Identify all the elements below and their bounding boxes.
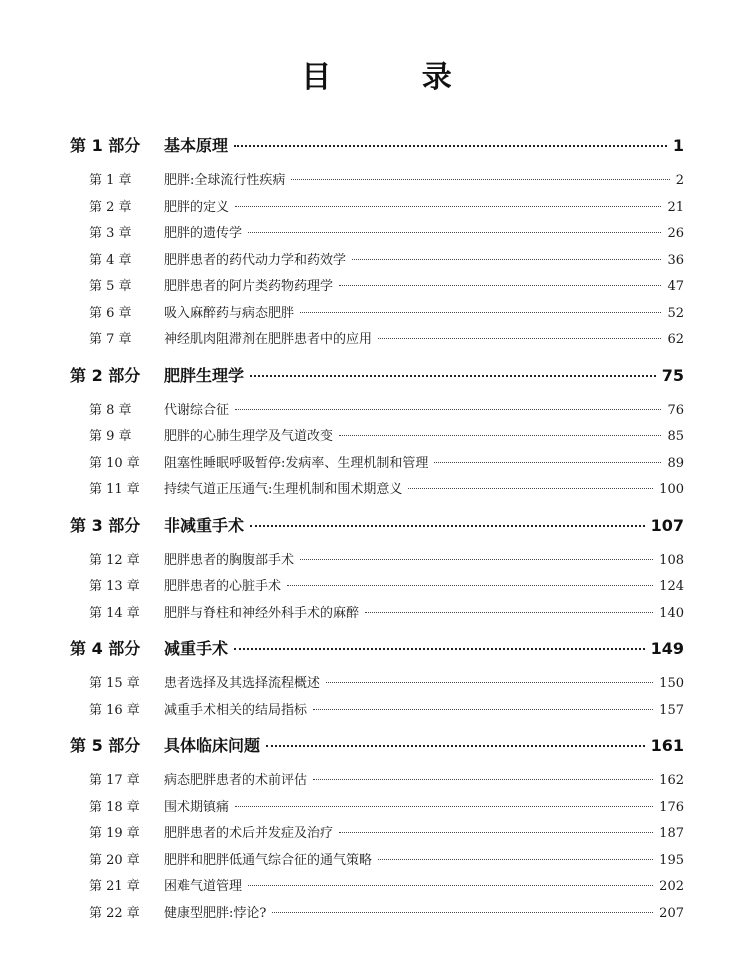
chapter-label: 第 6 章 — [89, 305, 132, 321]
chapter-page-number: 26 — [667, 226, 684, 241]
chapter-page-number: 47 — [667, 279, 684, 294]
chapter-title: 病态肥胖患者的术前评估 — [164, 773, 308, 788]
toc-chapter-entry[interactable] — [70, 575, 684, 602]
chapter-title: 围术期镇痛 — [164, 799, 230, 815]
dot-leader — [287, 585, 653, 586]
dot-leader — [248, 232, 661, 233]
dot-leader — [339, 435, 661, 436]
chapter-label: 第 14 章 — [89, 605, 140, 621]
chapter-title: 肥胖与脊柱和神经外科手术的麻醉 — [164, 605, 360, 621]
chapter-page-number: 62 — [667, 332, 684, 347]
dot-leader — [235, 206, 661, 207]
spacer — [70, 628, 684, 636]
toc-chapter-entry[interactable] — [70, 796, 684, 823]
dot-leader — [365, 612, 653, 613]
toc-chapter-entry[interactable] — [70, 849, 684, 876]
dot-leader — [408, 488, 653, 489]
chapter-page-number: 207 — [659, 905, 684, 921]
dot-leader — [434, 462, 661, 463]
chapter-page-number: 195 — [659, 852, 684, 868]
chapter-label: 第 20 章 — [89, 852, 140, 868]
toc-chapter-entry[interactable] — [70, 196, 684, 223]
dot-leader — [234, 648, 645, 650]
toc-chapter-entry[interactable] — [70, 452, 684, 479]
chapter-label: 第 10 章 — [89, 455, 140, 471]
chapter-page-number: 2 — [675, 173, 684, 188]
chapter-title: 肥胖患者的阿片类药物药理学 — [164, 279, 334, 294]
dot-leader — [300, 312, 661, 313]
chapter-title: 肥胖和肥胖低通气综合征的通气策略 — [164, 852, 373, 868]
part-label: 第 3 部分 — [70, 515, 141, 535]
chapter-label: 第 7 章 — [89, 332, 132, 347]
dot-leader — [378, 859, 653, 860]
toc-chapter-entry[interactable] — [70, 769, 684, 796]
chapter-page-number: 124 — [659, 579, 684, 594]
part-title: 肥胖生理学 — [164, 365, 245, 385]
dot-leader — [235, 409, 661, 410]
dot-leader — [250, 375, 656, 377]
part-title: 非减重手术 — [164, 515, 245, 535]
toc-part-entry[interactable] — [70, 513, 684, 543]
dot-leader — [272, 912, 653, 913]
chapter-page-number: 162 — [659, 773, 684, 788]
part-label: 第 1 部分 — [70, 136, 141, 155]
chapter-label: 第 19 章 — [89, 826, 140, 841]
chapter-label: 第 5 章 — [89, 279, 132, 294]
chapter-page-number: 140 — [659, 605, 684, 621]
chapter-title: 代谢综合征 — [164, 402, 230, 418]
chapter-page-number: 202 — [659, 879, 684, 894]
chapter-label: 第 16 章 — [89, 702, 140, 718]
dot-leader — [248, 885, 653, 886]
dot-leader — [339, 832, 653, 833]
dot-leader — [326, 682, 653, 683]
toc-chapter-entry[interactable] — [70, 302, 684, 329]
chapter-label: 第 2 章 — [89, 199, 132, 215]
chapter-page-number: 89 — [667, 455, 684, 471]
chapter-title: 减重手术相关的结局指标 — [164, 702, 308, 718]
chapter-label: 第 18 章 — [89, 799, 140, 815]
spacer — [70, 355, 684, 363]
part-page-number: 161 — [650, 736, 684, 755]
dot-leader — [250, 525, 645, 527]
chapter-title: 持续气道正压通气:生理机制和围术期意义 — [164, 482, 403, 497]
toc-chapter-entry[interactable] — [70, 328, 684, 355]
toc-chapter-entry[interactable] — [70, 902, 684, 929]
chapter-label: 第 3 章 — [89, 226, 132, 241]
part-title: 基本原理 — [164, 136, 229, 155]
part-title: 减重手术 — [164, 639, 229, 658]
dot-leader — [313, 779, 653, 780]
chapter-page-number: 157 — [659, 702, 684, 718]
toc-chapter-entry[interactable] — [70, 425, 684, 452]
part-title: 具体临床问题 — [164, 736, 261, 755]
toc-chapter-entry[interactable] — [70, 875, 684, 902]
chapter-page-number: 187 — [659, 826, 684, 841]
chapter-page-number: 36 — [667, 252, 684, 268]
toc-part-entry[interactable] — [70, 133, 684, 163]
chapter-label: 第 22 章 — [89, 905, 140, 921]
dot-leader — [234, 145, 667, 147]
dot-leader — [235, 806, 653, 807]
chapter-label: 第 11 章 — [89, 482, 140, 497]
chapter-title: 患者选择及其选择流程概述 — [164, 676, 321, 691]
chapter-title: 肥胖:全球流行性疾病 — [164, 173, 286, 188]
part-page-number: 107 — [650, 515, 684, 535]
chapter-page-number: 100 — [659, 482, 684, 497]
dot-leader — [339, 285, 661, 286]
chapter-page-number: 76 — [667, 402, 684, 418]
toc-chapter-entry[interactable] — [70, 699, 684, 726]
chapter-title: 阻塞性睡眠呼吸暂停:发病率、生理机制和管理 — [164, 455, 429, 471]
dot-leader — [352, 259, 661, 260]
part-label: 第 5 部分 — [70, 736, 141, 755]
part-page-number: 1 — [672, 136, 684, 155]
chapter-title: 肥胖患者的术后并发症及治疗 — [164, 826, 334, 841]
toc-chapter-entry[interactable] — [70, 822, 684, 849]
part-label: 第 2 部分 — [70, 365, 141, 385]
chapter-title: 困难气道管理 — [164, 879, 243, 894]
chapter-label: 第 9 章 — [89, 429, 132, 444]
table-of-contents — [70, 133, 684, 928]
chapter-page-number: 176 — [659, 799, 684, 815]
chapter-label: 第 17 章 — [89, 773, 140, 788]
chapter-title: 肥胖的定义 — [164, 199, 230, 215]
toc-chapter-entry[interactable] — [70, 222, 684, 249]
toc-chapter-entry[interactable] — [70, 672, 684, 699]
chapter-page-number: 52 — [667, 305, 684, 321]
spacer — [70, 505, 684, 513]
dot-leader — [291, 179, 669, 180]
toc-part-entry[interactable] — [70, 363, 684, 393]
part-page-number: 75 — [661, 365, 684, 385]
chapter-label: 第 15 章 — [89, 676, 140, 691]
toc-chapter-entry[interactable] — [70, 399, 684, 426]
chapter-title: 肥胖患者的心脏手术 — [164, 579, 282, 594]
dot-leader — [300, 559, 653, 560]
spacer — [70, 725, 684, 733]
chapter-page-number: 21 — [667, 199, 684, 215]
toc-chapter-entry[interactable] — [70, 169, 684, 196]
part-page-number: 149 — [650, 639, 684, 658]
chapter-page-number: 85 — [667, 429, 684, 444]
chapter-label: 第 4 章 — [89, 252, 132, 268]
chapter-title: 健康型肥胖:悖论? — [164, 905, 267, 921]
chapter-label: 第 8 章 — [89, 402, 132, 418]
chapter-title: 肥胖患者的药代动力学和药效学 — [164, 252, 347, 268]
dot-leader — [313, 709, 653, 710]
page-title: 目 录 — [301, 60, 492, 95]
part-label: 第 4 部分 — [70, 639, 141, 658]
chapter-title: 肥胖的遗传学 — [164, 226, 243, 241]
chapter-label: 第 1 章 — [89, 173, 132, 188]
toc-part-entry[interactable] — [70, 636, 684, 666]
chapter-page-number: 150 — [659, 676, 684, 691]
dot-leader — [378, 338, 661, 339]
chapter-label: 第 13 章 — [89, 579, 140, 594]
chapter-label: 第 21 章 — [89, 879, 140, 894]
chapter-title: 吸入麻醉药与病态肥胖 — [164, 305, 295, 321]
chapter-label: 第 12 章 — [89, 552, 140, 568]
toc-chapter-entry[interactable] — [70, 549, 684, 576]
chapter-title: 肥胖患者的胸腹部手术 — [164, 552, 295, 568]
dot-leader — [266, 745, 645, 747]
toc-chapter-entry[interactable] — [70, 249, 684, 276]
toc-chapter-entry[interactable] — [70, 275, 684, 302]
toc-chapter-entry[interactable] — [70, 478, 684, 505]
chapter-title: 神经肌肉阻滞剂在肥胖患者中的应用 — [164, 332, 373, 347]
chapter-page-number: 108 — [659, 552, 684, 568]
chapter-title: 肥胖的心肺生理学及气道改变 — [164, 429, 334, 444]
toc-part-entry[interactable] — [70, 733, 684, 763]
toc-chapter-entry[interactable] — [70, 602, 684, 629]
